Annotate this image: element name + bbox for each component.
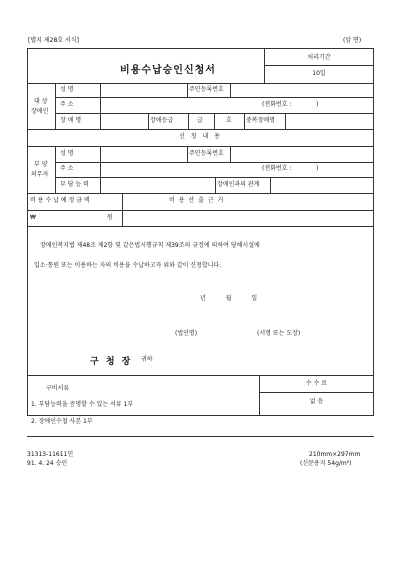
- signature-label: (서명 또는 도장): [257, 330, 301, 337]
- processing-value: 10일: [312, 70, 326, 77]
- form-number: [별지 제28호 서식]: [28, 37, 79, 44]
- form-frame: [27, 48, 374, 416]
- applicant-address-label: 주 소: [60, 101, 74, 108]
- applicant-phone-close: ): [316, 101, 319, 108]
- application-date: 년 월 일: [200, 295, 258, 302]
- applicant-phone-label: (전화번호 :: [262, 101, 292, 108]
- applicant-group-label-1: 대 상: [34, 98, 48, 105]
- paper-type: (신문용지 54g/m²): [300, 460, 352, 467]
- currency-unit: 원: [107, 214, 113, 221]
- statement-line-1: 장애인복지법 제48조 제2항 및 같은법시행규칙 제39조의 규정에 의하여 당해시설에: [40, 242, 260, 249]
- guardian-phone-close: ): [316, 165, 319, 172]
- guardian-address-label: 주 소: [60, 165, 74, 172]
- cost-basis-label: 비 용 산 출 근 거: [169, 197, 225, 204]
- applicant-name-label: 성 명: [60, 86, 74, 93]
- applicant-rrn-label: 주민등록번호: [189, 86, 224, 93]
- fee-label: 수 수 료: [305, 380, 328, 387]
- recipient-suffix: 귀하: [141, 356, 153, 363]
- fee-value: 없 음: [309, 398, 324, 405]
- recipient: 구 청 장: [90, 357, 133, 367]
- duplicate-disability-label: 중복장애명: [246, 117, 275, 124]
- applicant-group-label-2: 장애인: [31, 108, 49, 115]
- guardian-name-label: 성 명: [60, 150, 74, 157]
- section-title: 신 청 내 용: [179, 133, 222, 140]
- guardian-phone-label: (전화번호 :: [262, 165, 292, 172]
- form-title: 비용수납승인신청서: [120, 65, 216, 76]
- approval-date: 91. 4. 24 승인: [27, 460, 68, 467]
- form-code: 31313-11611민: [27, 451, 74, 458]
- statement-line-2: 입소·통원 또는 이용하는 자의 비용을 수납하고자 위와 같이 신청합니다.: [34, 262, 222, 269]
- disability-name-label: 장 애 명: [60, 117, 82, 124]
- ability-label: 부 담 능 력: [60, 181, 89, 188]
- number-unit-label: 호: [226, 117, 232, 124]
- grade-unit-label: 급: [197, 117, 203, 124]
- relation-label: 장애인과의 관계: [217, 181, 260, 188]
- guardian-group-label-1: 부 양: [34, 161, 48, 168]
- guardian-rrn-label: 주민등록번호: [189, 150, 224, 157]
- document-item-1: 1. 부담능력을 증명할 수 있는 서류 1부: [31, 401, 134, 408]
- document-item-2: 2. 장애인수첩 사본 1부: [31, 418, 93, 425]
- disability-grade-label: 장애등급: [150, 117, 174, 124]
- page-side: (앞 면): [343, 37, 362, 44]
- documents-label: 구비서류: [46, 385, 70, 392]
- currency-symbol: ₩: [30, 214, 36, 221]
- paper-size: 210mm×297mm: [309, 451, 361, 458]
- expected-amount-label: 비 용 수 납 예 정 금 액: [30, 197, 90, 204]
- processing-label: 처리기간: [307, 54, 331, 61]
- guardian-group-label-2: 의무자: [31, 171, 49, 178]
- corporation-label: (법인명): [175, 330, 198, 337]
